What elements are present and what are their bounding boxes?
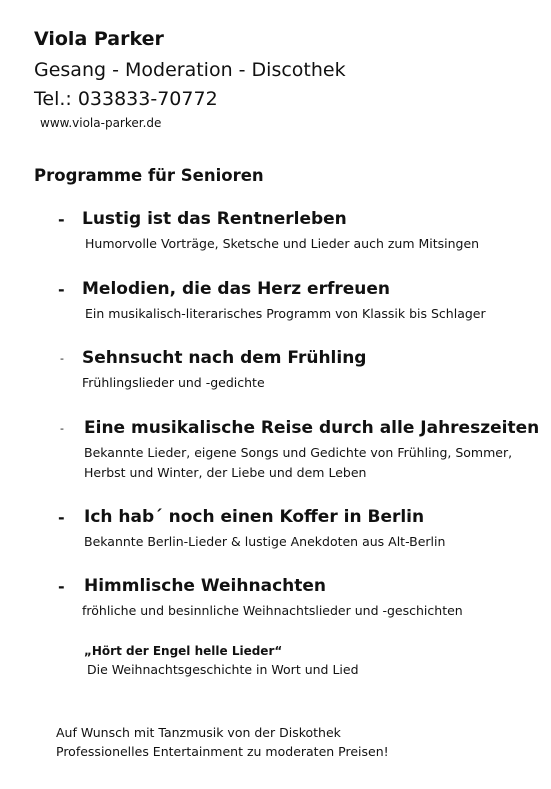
tagline: Gesang - Moderation - Discothek — [34, 59, 346, 81]
program-title: Ich hab´ noch einen Koffer in Berlin — [84, 507, 425, 527]
program-description: Humorvolle Vorträge, Sketsche und Lieder auch zum Mitsingen — [85, 236, 480, 251]
special-program-title: „Hört der Engel helle Lieder“ — [84, 644, 283, 658]
program-description: Frühlingslieder und -gedichte — [82, 375, 265, 390]
program-description: Bekannte Berlin-Lieder & lustige Anekdoten aus Alt-Berlin — [84, 534, 446, 549]
performer-name: Viola Parker — [34, 28, 164, 50]
special-program-description: Die Weihnachtsgeschichte in Wort und Lied — [87, 662, 359, 677]
program-description: Herbst und Winter, der Liebe und dem Leben — [84, 465, 367, 480]
footer-line-2: Professionelles Entertainment zu moderaten Preisen! — [56, 744, 389, 759]
program-title: Eine musikalische Reise durch alle Jahreszeiten — [84, 418, 540, 438]
program-bullet: - — [60, 352, 64, 365]
program-title: Melodien, die das Herz erfreuen — [82, 279, 390, 299]
program-bullet: - — [60, 422, 64, 435]
footer-note — [56, 723, 389, 761]
program-bullet: - — [58, 280, 65, 299]
phone-number: Tel.: 033833-70772 — [34, 88, 218, 110]
section-title: Programme für Senioren — [34, 166, 264, 185]
program-title: Sehnsucht nach dem Frühling — [82, 348, 367, 368]
website-url: www.viola-parker.de — [40, 116, 162, 130]
program-description: Bekannte Lieder, eigene Songs und Gedichte von Frühling, Sommer, — [84, 445, 513, 460]
footer-line-1: Auf Wunsch mit Tanzmusik von der Diskothek — [56, 725, 341, 740]
program-title: Lustig ist das Rentnerleben — [82, 209, 347, 229]
program-description: fröhliche und besinnliche Weihnachtslieder und -geschichten — [82, 603, 463, 618]
program-title: Himmlische Weihnachten — [84, 576, 327, 596]
program-bullet: - — [58, 577, 65, 596]
program-bullet: - — [58, 210, 65, 229]
program-description: Ein musikalisch-literarisches Programm von Klassik bis Schlager — [85, 306, 486, 321]
program-bullet: - — [58, 508, 65, 527]
